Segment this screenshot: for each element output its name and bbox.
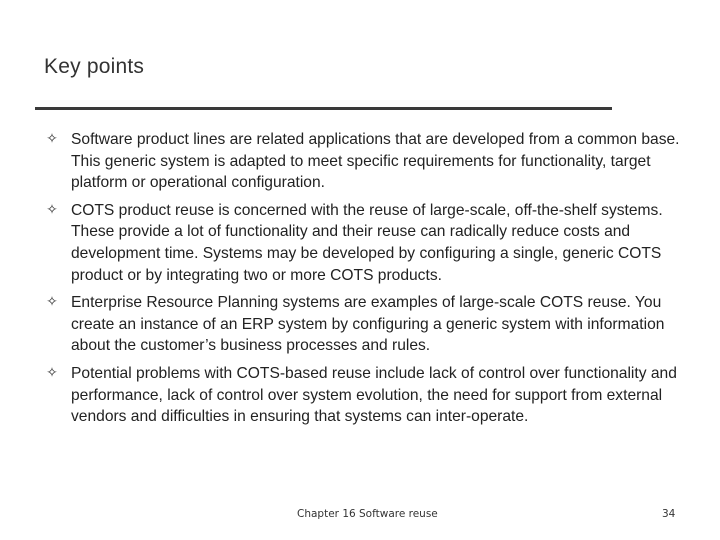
bullet-text: Potential problems with COTS-based reuse include lack of control over functionality and performance, lack of control over system evolution, the need for support from external vendors and difficulties in ensuring that systems can inter-operate. — [71, 364, 677, 426]
bullet-item — [43, 200, 688, 286]
bullet-item — [43, 363, 688, 428]
title-divider — [35, 107, 612, 110]
slide-footer — [0, 506, 720, 526]
bullet-item — [43, 129, 688, 194]
bullet-list — [43, 129, 688, 434]
bullet-text: Software product lines are related applications that are developed from a common base. This generic system is adapted to meet specific requirements for functionality, target platform or operational configuration. — [71, 131, 680, 192]
bullet-star-icon: ✧ — [46, 131, 58, 147]
footer-chapter-label: Chapter 16 Software reuse — [297, 508, 438, 520]
bullet-item — [43, 292, 688, 357]
bullet-text: COTS product reuse is concerned with the reuse of large-scale, off-the-shelf systems. These provide a lot of functionality and their reuse can radically reduce costs and development time. Systems may be developed by configuring a single, generic COTS product or by integrating two or more COTS products. — [71, 201, 663, 284]
bullet-star-icon: ✧ — [46, 294, 58, 311]
bullet-text: Enterprise Resource Planning systems are examples of large-scale COTS reuse. You create an instance of an ERP system by configuring a generic system with information about the customer’s business processes and rules. — [71, 294, 665, 355]
slide-title: Key points — [44, 55, 145, 78]
bullet-star-icon: ✧ — [46, 364, 58, 381]
page-number: 34 — [662, 508, 676, 520]
bullet-star-icon: ✧ — [46, 201, 58, 218]
